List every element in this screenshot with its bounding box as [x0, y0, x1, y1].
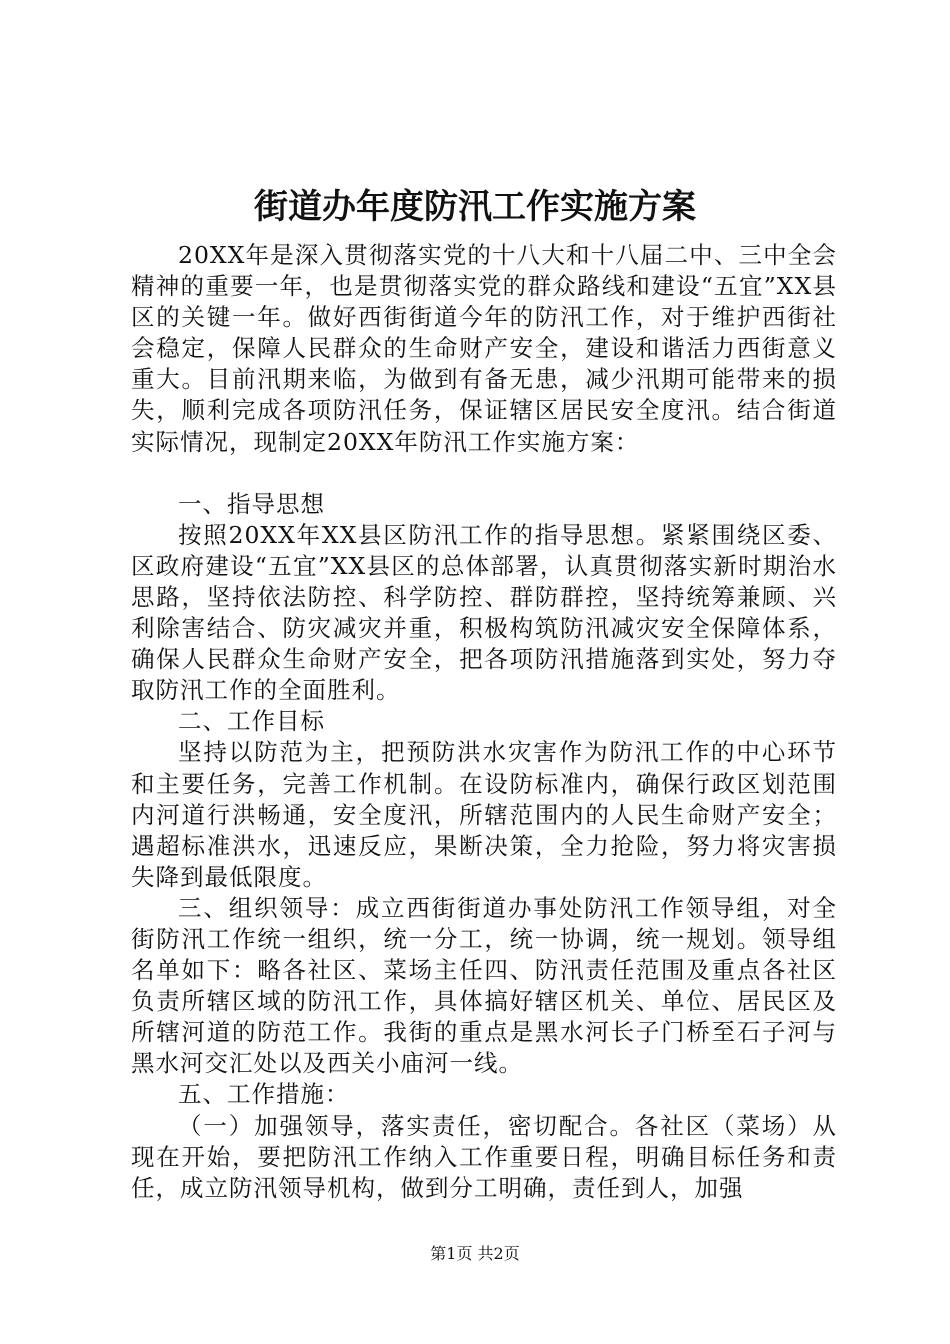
intro-paragraph: 20XX年是深入贯彻落实党的十八大和十八届二中、三中全会精神的重要一年，也是贯彻落实党的群众路线和建设“五宜”XX县区的关键一年。做好西街街道今年的防汛工作，对于维护西街社会稳定，保障人民群众的生命财产安全，建设和谐活力西街意义重大。目前汛期来临，为做到有备无患，减少汛期可能带来的损失，顺利完成各项防汛任务，保证辖区居民安全度汛。结合街道实际情况，现制定20XX年防汛工作实施方案：	[131, 241, 837, 456]
work-goals-paragraph: 坚持以防范为主，把预防洪水灾害作为防汛工作的中心环节和主要任务，完善工作机制。在设防标准内，确保行政区划范围内河道行洪畅通，安全度汛，所辖范围内的人民生命财产安全；遇超标准洪水，迅速反应，果断决策，全力抢险，努力将灾害损失降到最低限度。	[131, 738, 837, 891]
organization-leadership-paragraph: 三、组织领导：成立西街街道办事处防汛工作领导组，对全街防汛工作统一组织，统一分工，统一协调，统一规划。领导组名单如下：略各社区、菜场主任四、防汛责任范围及重点各社区负责所辖区域的防汛工作，具体搞好辖区机关、单位、居民区及所辖河道的防范工作。我街的重点是黑水河长子门桥至石子河与黑水河交汇处以及西关小庙河一线。	[131, 893, 837, 1078]
work-measures-paragraph: （一）加强领导，落实责任，密切配合。各社区（菜场）从现在开始，要把防汛工作纳入工作重要日程，明确目标任务和责任，成立防汛领导机构，做到分工明确，责任到人，加强	[131, 1111, 837, 1202]
section-heading-work-goals: 二、工作目标	[178, 707, 325, 736]
page-number-footer: 第1页 共2页	[430, 1244, 520, 1263]
section-heading-guiding-ideology: 一、指导思想	[178, 489, 325, 518]
guiding-ideology-paragraph: 按照20XX年XX县区防汛工作的指导思想。紧紧围绕区委、区政府建设“五宜”XX县区的总体部署，认真贯彻落实新时期治水思路，坚持依法防控、科学防控、群防群控，坚持统筹兼顾、兴利除害结合、防灾减灾并重，积极构筑防汛减灾安全保障体系，确保人民群众生命财产安全，把各项防汛措施落到实处，努力夺取防汛工作的全面胜利。	[131, 520, 837, 705]
document-body	[131, 240, 837, 1204]
section-heading-work-measures: 五、工作措施：	[178, 1080, 350, 1109]
document-title: 街道办年度防汛工作实施方案	[254, 187, 696, 227]
